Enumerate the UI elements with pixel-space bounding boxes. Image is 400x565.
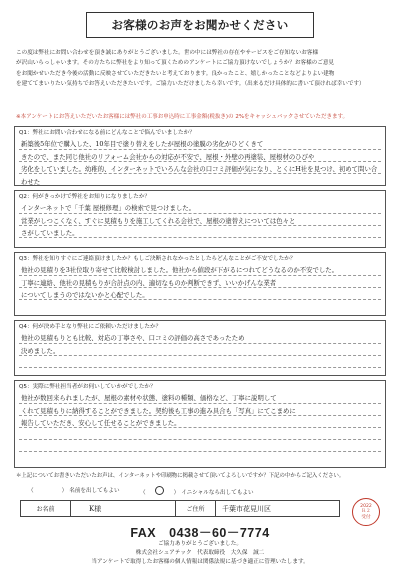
ruled-line bbox=[19, 451, 381, 452]
fax-number: FAX 0438－60－7774 bbox=[130, 526, 270, 540]
stamp-text: 2022 bbox=[360, 503, 372, 509]
privacy-note: 当アンケートで取得したお客様の個人情報は関係法規に基づき適正に管理いたします。 bbox=[91, 559, 309, 565]
received-stamp bbox=[352, 498, 380, 526]
handwritten-answer[interactable]: 新築後5年位で購入した、10年目で塗り替えをしたが屋根の塗膜の劣化がひどくきて きたので、また同じ他社のリフォーム会社からの対応が不安で、屋根・外壁の再塗装、屋根材のひびや 劣化をしていました。幼稚的、インターネットでいろんな会社の口コミ評価が気になり、とくにH社を見つけ、初めて問い合わせた bbox=[21, 140, 378, 186]
question-label: Q4：何が決め手となり弊社にご依頼いただけましたか？ bbox=[19, 324, 162, 330]
open-paren-icon: （ bbox=[140, 489, 146, 496]
close-paren-icon: ） bbox=[173, 489, 180, 496]
question-box-q2 bbox=[14, 190, 386, 248]
question-label: Q3：弊社を知りすぐにご連絡頂けましたか？もしご決断されなかったとしたらどんなことがご不安でしたか？ bbox=[19, 256, 296, 262]
intro-line: を建ててまいりたい気持ちでお答えいただきたいです。ご協力いただけましたら幸いです。（出来るだけ具体的に書いて頂ければ幸いです） bbox=[16, 81, 365, 88]
intro-line: が沢山いらっしゃいます。その方たちに弊社をより知って頂くためのアンケートにご協力頂けないでしょうか？お客様のご意見 bbox=[16, 60, 335, 67]
consent-label: イニシャルなら出してもよい bbox=[181, 489, 254, 496]
company-signature: 株式会社シュアテック 代表取締役 大久保 誠二 bbox=[135, 550, 265, 556]
name-address-table bbox=[20, 500, 340, 517]
thanks-text: ご協力ありがとうございました。 bbox=[158, 541, 242, 547]
name-label: お名前 bbox=[21, 501, 71, 516]
close-paren-icon: ） bbox=[61, 488, 68, 494]
question-box-q3 bbox=[14, 252, 386, 316]
handwritten-answer[interactable]: 他社の見積りを3社位取り寄せて比較検討しました。他社から値段が下がるにつれてどうなるのか不安でした。 丁寧に連絡、他社の見積もりが合計点の内、適切なものか判断できず、いいかげんな業者 についてしまうのではないかと心配でした。 bbox=[21, 266, 339, 299]
question-label: Q2：何がきっかけで弊社をお知りになりましたか？ bbox=[19, 194, 151, 200]
handwritten-answer[interactable]: 他社が数回来られましたが、屋根の素材や状態、塗料の種類、価格など、丁寧に説明して くれて見積もりに納得することができました。契約後も工事の進み具合も「写真」にてこまめに 報告していただき、安心して任せることができました。 bbox=[21, 394, 296, 427]
consent-option-initial[interactable] bbox=[140, 486, 254, 497]
intro-line: この度は弊社にお問い合わせを頂き誠にありがとうございました。世の中には弊社の存在やサービスをご存知ないお客様 bbox=[16, 50, 319, 56]
question-box-q5 bbox=[14, 380, 386, 468]
address-field[interactable]: 千葉市花見川区 bbox=[222, 504, 271, 513]
cashback-note: ※本アンケートにお答えいただいたお客様には弊社の工事お申込時に工事金額(税抜き)の 2%をキャッシュバックさせていただきます。 bbox=[16, 114, 348, 120]
name-field[interactable]: K様 bbox=[71, 501, 176, 516]
publish-consent-note: ＊上記についてお書きいただいたお声は、インターネットや印刷物に掲載させて頂いてよろしいですか？下記の中からご記入ください。 bbox=[16, 473, 345, 479]
question-box-q4 bbox=[14, 320, 386, 376]
intro-text bbox=[16, 48, 386, 90]
question-label: Q5：実際に弊社担当者がお伺いしていかがでしたか？ bbox=[19, 384, 156, 390]
circle-check-icon bbox=[155, 486, 164, 495]
handwritten-answer[interactable]: 他社の見積もりとも比較、対応の丁寧さや、口コミの評価の高さであったため 決めました。 bbox=[21, 334, 245, 355]
stamp-text: 受付 bbox=[361, 514, 371, 520]
question-label: Q1：弊社にお問い合わせになる前にどんなことで悩んでいましたか？ bbox=[19, 130, 195, 136]
address-label: ご住所 bbox=[176, 501, 216, 516]
intro-line: をお聞かせいただき今後の活動に反映させていただきたいと考えております。良かったこと、嬉しかったことなどよりよい建物 bbox=[16, 70, 335, 77]
open-paren-icon: （ bbox=[28, 488, 34, 494]
ruled-line bbox=[19, 367, 381, 368]
checkbox-checked[interactable] bbox=[148, 486, 172, 497]
ruled-line bbox=[19, 439, 381, 440]
consent-label: 名前を出してもよい bbox=[69, 488, 120, 494]
consent-option-name[interactable] bbox=[28, 486, 120, 494]
handwritten-answer[interactable]: インターネットで「千葉 屋根修理」の検索で見つけました。 営業がしつこくなく、すぐに見積もりを施工してくれる会社で、屋根の塗替えについては色々と さがしていました。 bbox=[21, 204, 296, 237]
stamp-text: Ｒ２ bbox=[361, 509, 371, 515]
page-title: お客様のお声をお聞かせください bbox=[86, 12, 314, 38]
question-box-q1 bbox=[14, 126, 386, 186]
